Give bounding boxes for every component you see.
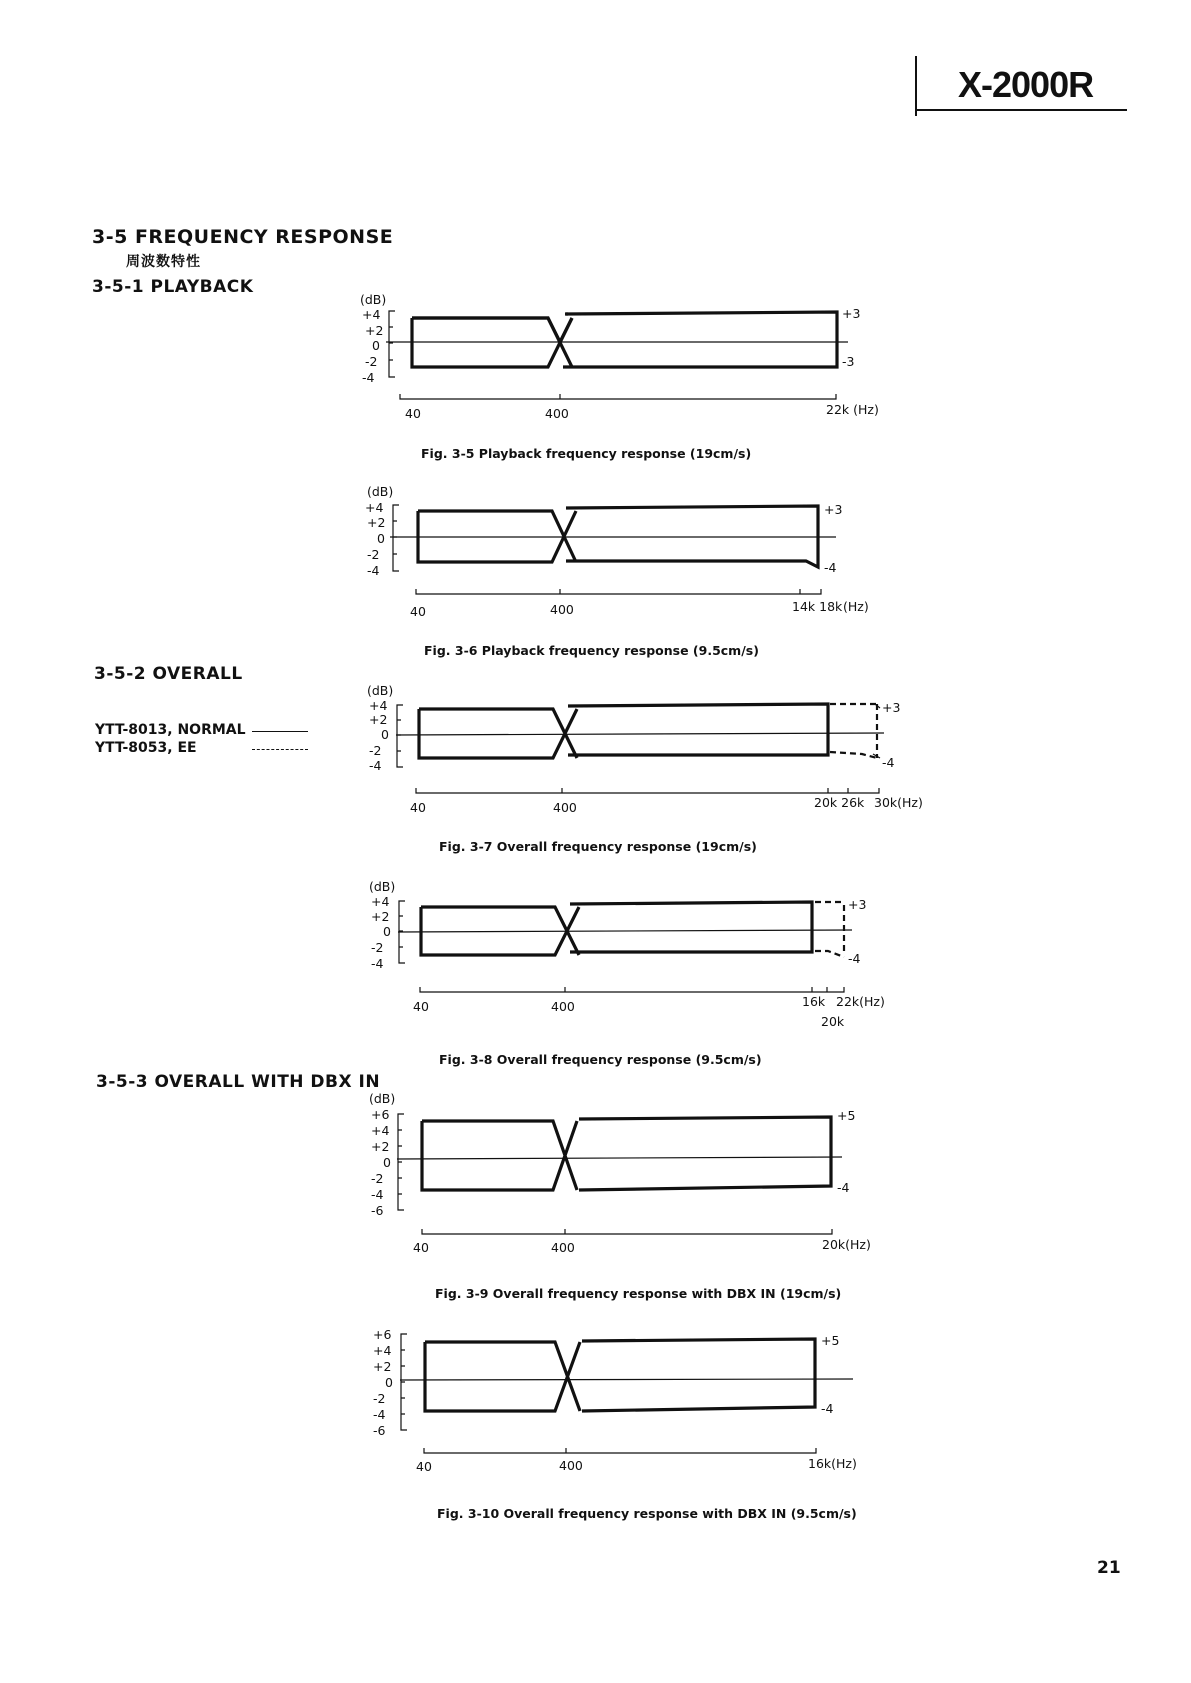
fig36-ytick-3: -2 [367,547,380,562]
fig39-zero-line [397,1157,842,1159]
legend-normal-label: YTT-8013, NORMAL [95,722,246,738]
fig35-x-axis [400,394,836,399]
fig36-ytick-4: -4 [367,563,380,578]
fig37-ytick-0: +4 [369,698,388,713]
fig-3-9 [369,1091,871,1301]
fig36-ytick-1: +2 [367,515,386,530]
fig37-y-axis [397,705,403,767]
fig38-xtick-0: 40 [413,999,429,1014]
fig310-annot-upper: +5 [821,1333,840,1348]
fig310-caption: Fig. 3-10 Overall frequency response with DBX IN (9.5cm/s) [437,1506,857,1521]
fig310-xtick-1: 400 [559,1458,583,1473]
fig39-ylabel: (dB) [369,1091,396,1106]
fig38-ytick-1: +2 [371,909,390,924]
fig39-ytick-3: 0 [383,1155,391,1170]
fig310-ytick-2: +2 [373,1359,392,1374]
fig36-ytick-2: 0 [377,531,385,546]
fig37-ytick-2: 0 [381,727,389,742]
fig39-envelope [422,1117,831,1190]
fig38-ytick-2: 0 [383,924,391,939]
section-3-5-1-title: 3-5-1 PLAYBACK [92,277,254,297]
fig35-ytick-4: -4 [362,370,375,385]
fig36-xtick-3: (Hz) [843,599,869,614]
page-number: 21 [1097,1558,1121,1578]
fig-3-5 [360,292,879,461]
fig-3-8 [369,879,885,1067]
fig37-annot-lower: -4 [882,755,895,770]
fig37-envelope [419,704,828,758]
fig35-y-axis [389,311,395,377]
fig39-ytick-0: +6 [371,1107,390,1122]
fig37-ytick-3: -2 [369,743,382,758]
section-3-5-subtitle: 周波数特性 [126,254,201,270]
fig35-xtick-0: 40 [405,406,421,421]
fig38-envelope [421,902,812,955]
fig39-ytick-4: -2 [371,1171,384,1186]
fig310-ytick-4: -2 [373,1391,386,1406]
fig37-annot-upper: +3 [882,700,901,715]
fig37-xtick-1: 400 [553,800,577,815]
fig35-ytick-0: +4 [362,307,381,322]
fig35-ytick-1: +2 [365,323,384,338]
fig37-ytick-1: +2 [369,712,388,727]
fig310-zero-line [400,1379,853,1380]
fig35-ytick-3: -2 [365,354,378,369]
fig37-zero-line [396,733,884,735]
fig38-xtick-3: 22k(Hz) [836,994,885,1009]
fig310-xtick-2: 16k(Hz) [808,1456,857,1471]
fig37-ytick-4: -4 [369,758,382,773]
fig36-caption: Fig. 3-6 Playback frequency response (9.5cm/s) [424,643,759,658]
fig39-ytick-1: +4 [371,1123,390,1138]
fig310-ytick-5: -4 [373,1407,386,1422]
fig35-annot-lower: -3 [842,354,855,369]
legend-ee-label: YTT-8053, EE [95,740,197,756]
fig36-annot-lower: -4 [824,560,837,575]
fig35-xtick-1: 400 [545,406,569,421]
fig310-ytick-3: 0 [385,1375,393,1390]
fig37-xtick-2: 20k 26k [814,795,865,810]
fig310-ytick-6: -6 [373,1423,386,1438]
fig35-annot-upper: +3 [842,306,861,321]
fig36-ylabel: (dB) [367,484,394,499]
fig39-annot-lower: -4 [837,1180,850,1195]
fig310-x-axis [424,1448,816,1453]
fig38-ytick-0: +4 [371,894,390,909]
fig39-annot-upper: +5 [837,1108,856,1123]
fig36-annot-upper: +3 [824,502,843,517]
fig36-xtick-0: 40 [410,604,426,619]
fig38-xtick-2: 16k [802,994,826,1009]
fig38-x-axis [420,987,844,992]
fig35-env-right [565,312,837,367]
fig37-caption: Fig. 3-7 Overall frequency response (19cm/s) [439,839,757,854]
section-3-5-title: 3-5 FREQUENCY RESPONSE [92,226,394,248]
fig37-ee-envelope [830,704,877,758]
fig38-ytick-3: -2 [371,940,384,955]
fig38-ytick-4: -4 [371,956,384,971]
fig37-x-axis [416,788,879,793]
fig39-ytick-6: -6 [371,1203,384,1218]
fig310-ytick-0: +6 [373,1327,392,1342]
fig38-ylabel: (dB) [369,879,396,894]
fig36-xtick-1: 400 [550,602,574,617]
fig-3-7 [367,683,923,854]
fig38-annot-lower: -4 [848,951,861,966]
fig-3-10 [373,1327,857,1521]
fig37-xtick-3: 30k(Hz) [874,795,923,810]
fig35-caption: Fig. 3-5 Playback frequency response (19cm/s) [421,446,752,461]
fig37-xtick-0: 40 [410,800,426,815]
fig36-x-axis [416,589,821,594]
fig39-xtick-1: 400 [551,1240,575,1255]
fig37-ylabel: (dB) [367,683,394,698]
fig35-ylabel: (dB) [360,292,387,307]
fig-3-6 [365,484,869,658]
fig39-ytick-5: -4 [371,1187,384,1202]
fig35-ytick-2: 0 [372,338,380,353]
fig36-ytick-0: +4 [365,500,384,515]
model-title: X-2000R [958,64,1094,105]
fig310-envelope [425,1339,815,1411]
fig310-y-axis [401,1334,407,1430]
fig36-y-axis [393,505,399,571]
section-3-5-3-title: 3-5-3 OVERALL WITH DBX IN [96,1072,381,1092]
fig310-xtick-0: 40 [416,1459,432,1474]
fig39-ytick-2: +2 [371,1139,390,1154]
fig38-annot-upper: +3 [848,897,867,912]
fig39-caption: Fig. 3-9 Overall frequency response with DBX IN (19cm/s) [435,1286,842,1301]
fig38-zero-line [398,930,852,932]
section-3-5-2-title: 3-5-2 OVERALL [94,664,243,684]
fig35-xtick-2: 22k (Hz) [826,402,879,417]
fig310-ytick-1: +4 [373,1343,392,1358]
fig39-xtick-0: 40 [413,1240,429,1255]
fig36-xtick-2: 14k 18k [792,599,843,614]
fig38-xtick-4: 20k [821,1014,845,1029]
fig39-y-axis [398,1114,404,1210]
fig38-caption: Fig. 3-8 Overall frequency response (9.5cm/s) [439,1052,762,1067]
fig39-x-axis [422,1229,832,1234]
fig310-annot-lower: -4 [821,1401,834,1416]
fig38-xtick-1: 400 [551,999,575,1014]
fig39-xtick-2: 20k(Hz) [822,1237,871,1252]
